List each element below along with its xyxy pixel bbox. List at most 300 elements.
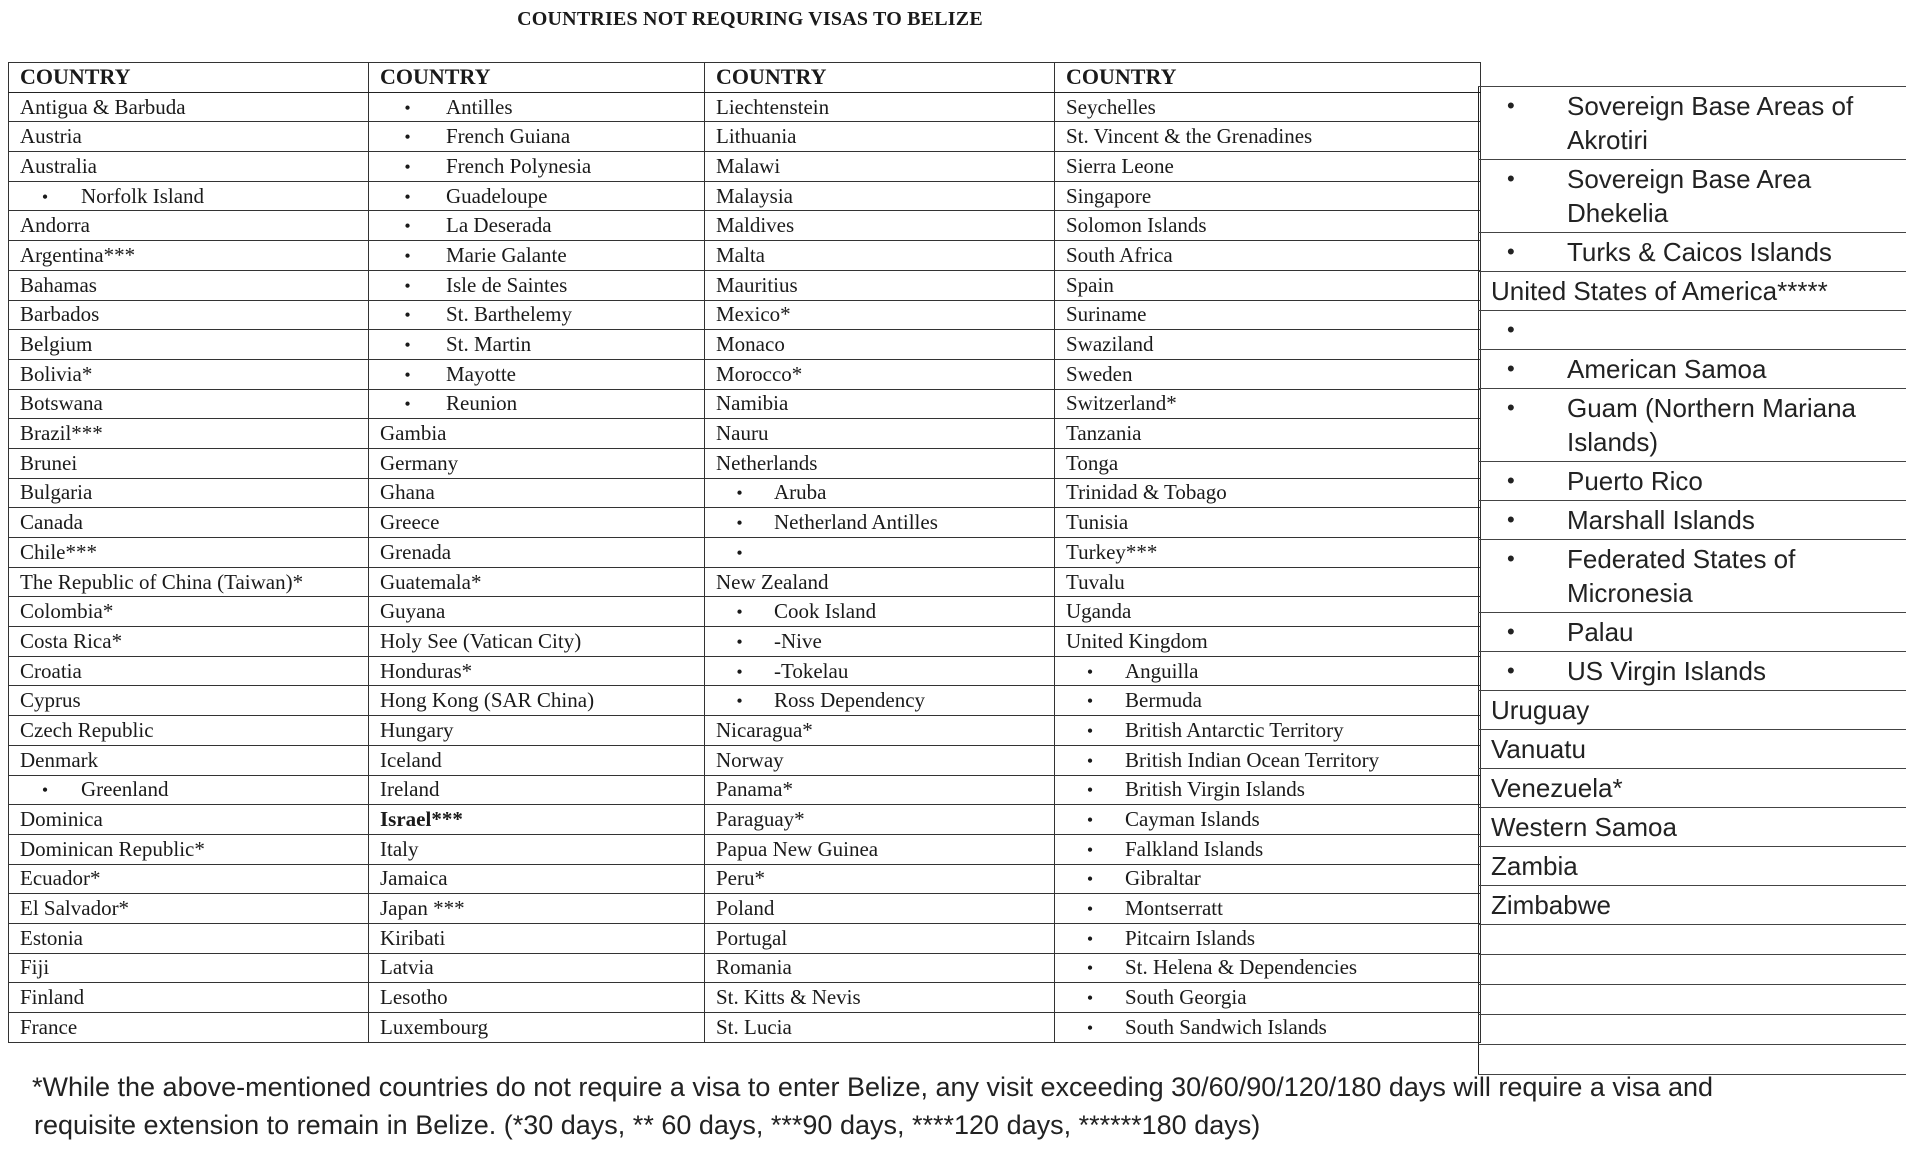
- country-cell: [1055, 983, 1481, 1013]
- country-cell: [369, 567, 705, 597]
- table-row: [9, 359, 1481, 389]
- country-cell: [9, 923, 369, 953]
- country-cell: [705, 478, 1055, 508]
- country-name: Denmark: [20, 747, 99, 772]
- country-cell: [705, 359, 1055, 389]
- country-name: South Georgia: [1125, 985, 1247, 1010]
- country-cell: [1055, 92, 1481, 122]
- country-cell: [1055, 745, 1481, 775]
- country-name: Uganda: [1066, 599, 1132, 624]
- country-name: Marshall Islands: [1567, 505, 1755, 535]
- country-name: Greece: [380, 510, 440, 535]
- country-cell: [369, 300, 705, 330]
- bullet-icon: •: [404, 186, 411, 207]
- country-cell: [705, 983, 1055, 1013]
- country-name: Ireland: [380, 777, 440, 802]
- country-cell: [9, 1013, 369, 1043]
- bullet-icon: •: [736, 661, 743, 682]
- country-cell: [1055, 894, 1481, 924]
- table-row: [9, 478, 1481, 508]
- bullet-icon: •: [1086, 869, 1094, 890]
- country-name: Vanuatu: [1491, 734, 1586, 764]
- table-row: [9, 419, 1481, 449]
- bullet-icon: •: [1507, 658, 1515, 683]
- country-cell: [1479, 501, 1907, 540]
- country-cell: [705, 241, 1055, 271]
- empty-row: [1479, 1015, 1907, 1045]
- table-row: [1479, 272, 1907, 311]
- country-cell: [369, 834, 705, 864]
- country-name: US Virgin Islands: [1567, 656, 1766, 686]
- country-name: Turkey***: [1066, 539, 1158, 564]
- country-name: British Indian Ocean Territory: [1125, 747, 1380, 772]
- country-name: Zimbabwe: [1491, 890, 1611, 920]
- table-row: [9, 805, 1481, 835]
- empty-row: [1479, 955, 1907, 985]
- country-cell: [9, 330, 369, 360]
- country-cell: [705, 538, 1055, 568]
- country-name: Marie Galante: [446, 242, 567, 267]
- country-cell: [369, 448, 705, 478]
- country-name: Italy: [380, 836, 419, 861]
- country-name: Papua New Guinea: [716, 836, 879, 861]
- country-name: Anguilla: [1125, 658, 1199, 683]
- country-name: Norfolk Island: [81, 183, 205, 208]
- country-name: New Zealand: [716, 569, 829, 594]
- bullet-icon: •: [41, 780, 49, 801]
- country-cell: [1055, 181, 1481, 211]
- country-name: Czech Republic: [20, 717, 154, 742]
- country-cell: [705, 834, 1055, 864]
- country-cell: [705, 152, 1055, 182]
- country-cell: [1055, 419, 1481, 449]
- country-name: Puerto Rico: [1567, 466, 1703, 496]
- country-cell: [369, 211, 705, 241]
- country-cell: [369, 686, 705, 716]
- table-row: [9, 983, 1481, 1013]
- country-name: Paraguay*: [716, 807, 805, 832]
- country-name: Mauritius: [716, 272, 798, 297]
- country-name: Japan ***: [380, 896, 465, 921]
- country-name: Switzerland*: [1066, 391, 1177, 416]
- table-row: [9, 775, 1481, 805]
- country-cell: [9, 567, 369, 597]
- table-row: [9, 567, 1481, 597]
- country-name: Netherland Antilles: [774, 510, 938, 535]
- table-row: [9, 627, 1481, 657]
- country-cell: [1479, 769, 1907, 808]
- country-cell: [705, 270, 1055, 300]
- empty-cell: [1479, 1015, 1907, 1045]
- empty-cell: [1479, 985, 1907, 1015]
- country-cell: [1055, 686, 1481, 716]
- country-name: United Kingdom: [1066, 628, 1208, 653]
- country-name: Poland: [716, 896, 775, 921]
- country-name: Tunisia: [1066, 510, 1129, 535]
- country-cell: [9, 448, 369, 478]
- bullet-icon: •: [404, 275, 411, 296]
- table-row: [1479, 691, 1907, 730]
- country-name: Sierra Leone: [1066, 153, 1174, 178]
- country-name: Maldives: [716, 213, 795, 238]
- country-name: Israel***: [380, 807, 463, 832]
- country-cell: [1055, 953, 1481, 983]
- country-name: Norway: [716, 747, 784, 772]
- country-name: St. Lucia: [716, 1014, 792, 1039]
- table-row: [9, 211, 1481, 241]
- country-name: Guam (Northern Mariana Islands): [1567, 393, 1856, 457]
- country-name: Belgium: [20, 332, 93, 357]
- country-cell: [1479, 389, 1907, 462]
- table-row: [1479, 886, 1907, 925]
- country-cell: [705, 894, 1055, 924]
- country-name: Gambia: [380, 421, 447, 446]
- country-cell: [1055, 359, 1481, 389]
- country-cell: [369, 805, 705, 835]
- bullet-icon: •: [736, 631, 743, 652]
- bullet-icon: •: [736, 691, 743, 712]
- country-name: Trinidad & Tobago: [1066, 480, 1227, 505]
- footnote: [34, 1068, 1884, 1144]
- table-row: [1479, 847, 1907, 886]
- country-name: Jamaica: [380, 866, 448, 891]
- table-row: [1479, 389, 1907, 462]
- bullet-icon: •: [1086, 928, 1094, 949]
- bullet-icon: •: [1507, 356, 1515, 381]
- country-cell: [9, 864, 369, 894]
- country-cell: [9, 894, 369, 924]
- country-name: Portugal: [716, 925, 788, 950]
- bullet-icon: •: [736, 542, 743, 563]
- country-cell: [705, 92, 1055, 122]
- country-cell: [369, 894, 705, 924]
- country-name: French Guiana: [446, 124, 571, 149]
- country-name: Greenland: [81, 777, 169, 802]
- country-cell: [1055, 627, 1481, 657]
- table-row: [1479, 769, 1907, 808]
- table-row: [1479, 160, 1907, 233]
- country-cell: [705, 686, 1055, 716]
- country-name: Bermuda: [1125, 688, 1202, 713]
- country-cell: [1055, 270, 1481, 300]
- country-name: Aruba: [774, 480, 827, 505]
- bullet-icon: •: [404, 216, 411, 237]
- country-cell: [1479, 233, 1907, 272]
- country-name: Isle de Saintes: [446, 272, 568, 297]
- table-row: [9, 181, 1481, 211]
- country-cell: [9, 834, 369, 864]
- country-cell: [9, 359, 369, 389]
- bullet-icon: •: [404, 394, 411, 415]
- country-name: Guyana: [380, 599, 446, 624]
- country-cell: [9, 389, 369, 419]
- country-cell: [1479, 613, 1907, 652]
- table-row: [9, 122, 1481, 152]
- country-name: Bulgaria: [20, 480, 93, 505]
- country-table: [8, 62, 1481, 1043]
- country-name: Palau: [1567, 617, 1634, 647]
- country-cell: [9, 686, 369, 716]
- country-name: Guadeloupe: [446, 183, 548, 208]
- country-name: Reunion: [446, 391, 518, 416]
- bullet-icon: •: [1086, 810, 1094, 831]
- country-cell: [705, 389, 1055, 419]
- country-cell: [369, 389, 705, 419]
- country-cell: [369, 330, 705, 360]
- table-row: [1479, 540, 1907, 613]
- table-row: [9, 894, 1481, 924]
- country-cell: [1055, 330, 1481, 360]
- country-name: Australia: [20, 153, 97, 178]
- bullet-icon: •: [404, 364, 411, 385]
- column-header: COUNTRY: [705, 63, 1055, 93]
- table-row: [9, 834, 1481, 864]
- country-name: Grenada: [380, 539, 452, 564]
- country-name: Swaziland: [1066, 332, 1154, 357]
- table-row: [9, 597, 1481, 627]
- country-name: St. Barthelemy: [446, 302, 572, 327]
- table-row: [9, 92, 1481, 122]
- country-name: Venezuela*: [1491, 773, 1623, 803]
- country-cell: [705, 864, 1055, 894]
- country-name: St. Helena & Dependencies: [1125, 955, 1358, 980]
- country-name: Ghana: [380, 480, 435, 505]
- country-cell: [1055, 1013, 1481, 1043]
- country-cell: [705, 745, 1055, 775]
- country-cell: [9, 270, 369, 300]
- column-header: COUNTRY: [369, 63, 705, 93]
- country-cell: [705, 953, 1055, 983]
- bullet-icon: •: [1086, 899, 1094, 920]
- bullet-icon: •: [736, 483, 743, 504]
- country-cell: [1479, 87, 1907, 160]
- country-name: Uruguay: [1491, 695, 1590, 725]
- bullet-icon: •: [404, 97, 411, 118]
- bullet-icon: •: [1086, 691, 1094, 712]
- country-name: Federated States of Micronesia: [1567, 544, 1796, 608]
- country-name: Honduras*: [380, 658, 473, 683]
- bullet-icon: •: [1086, 839, 1094, 860]
- country-cell: [705, 448, 1055, 478]
- country-cell: [705, 716, 1055, 746]
- country-cell: [705, 122, 1055, 152]
- country-name: Dominica: [20, 807, 103, 832]
- country-name: La Deserada: [446, 213, 552, 238]
- table-row: [1479, 311, 1907, 350]
- country-name: Netherlands: [716, 450, 818, 475]
- country-cell: [1055, 122, 1481, 152]
- country-name: Tanzania: [1066, 421, 1142, 446]
- country-name: Tonga: [1066, 450, 1119, 475]
- table-row: [9, 508, 1481, 538]
- table-row: [1479, 808, 1907, 847]
- country-cell: [1479, 311, 1907, 350]
- country-cell: [705, 330, 1055, 360]
- bullet-icon: •: [1086, 750, 1094, 771]
- country-cell: [1479, 730, 1907, 769]
- country-name: Panama*: [716, 777, 793, 802]
- country-name: Ross Dependency: [774, 688, 926, 713]
- country-name: Mexico*: [716, 302, 791, 327]
- country-name: Singapore: [1066, 183, 1152, 208]
- bullet-icon: •: [1507, 93, 1515, 118]
- country-name: Liechtenstein: [716, 94, 830, 119]
- bullet-icon: •: [404, 127, 411, 148]
- country-cell: [705, 805, 1055, 835]
- country-cell: [1055, 775, 1481, 805]
- country-name: St. Martin: [446, 332, 532, 357]
- country-name: Finland: [20, 985, 85, 1010]
- country-cell: [705, 775, 1055, 805]
- country-name: Monaco: [716, 332, 785, 357]
- country-cell: [1479, 462, 1907, 501]
- country-name: Croatia: [20, 658, 82, 683]
- country-cell: [705, 419, 1055, 449]
- country-name: Spain: [1066, 272, 1114, 297]
- country-cell: [1055, 538, 1481, 568]
- country-name: The Republic of China (Taiwan)*: [20, 569, 304, 594]
- country-cell: [9, 300, 369, 330]
- country-cell: [1479, 808, 1907, 847]
- country-name: Pitcairn Islands: [1125, 925, 1256, 950]
- country-name: Brazil***: [20, 421, 103, 446]
- bullet-icon: •: [1086, 720, 1094, 741]
- country-name: American Samoa: [1567, 354, 1767, 384]
- country-cell: [369, 538, 705, 568]
- country-cell: [1479, 272, 1907, 311]
- country-cell: [9, 597, 369, 627]
- bullet-icon: •: [736, 602, 743, 623]
- bullet-icon: •: [1507, 317, 1515, 342]
- country-cell: [9, 627, 369, 657]
- table-row: [9, 953, 1481, 983]
- country-cell: [9, 241, 369, 271]
- country-cell: [369, 122, 705, 152]
- country-name: French Polynesia: [446, 153, 592, 178]
- bullet-icon: •: [1507, 166, 1515, 191]
- table-row: [9, 300, 1481, 330]
- bullet-icon: •: [1507, 507, 1515, 532]
- table-row: [9, 389, 1481, 419]
- country-name: Falkland Islands: [1125, 836, 1264, 861]
- table-row: [1479, 730, 1907, 769]
- country-name: Holy See (Vatican City): [380, 628, 582, 653]
- country-cell: [1055, 923, 1481, 953]
- bullet-icon: •: [736, 513, 743, 534]
- country-cell: [705, 300, 1055, 330]
- country-name: Sovereign Base Areas of Akrotiri: [1567, 91, 1854, 155]
- country-name: -Tokelau: [774, 658, 849, 683]
- country-name: Lesotho: [380, 985, 448, 1010]
- table-row: [9, 745, 1481, 775]
- country-cell: [1479, 847, 1907, 886]
- table-header-row: [9, 63, 1481, 93]
- country-name: Canada: [20, 510, 83, 535]
- country-cell: [1055, 567, 1481, 597]
- country-name: Fiji: [20, 955, 50, 980]
- country-cell: [369, 359, 705, 389]
- empty-cell: [1479, 925, 1907, 955]
- country-cell: [1479, 886, 1907, 925]
- country-cell: [9, 211, 369, 241]
- country-cell: [705, 1013, 1055, 1043]
- country-cell: [705, 508, 1055, 538]
- country-cell: [1055, 508, 1481, 538]
- country-name: Bolivia*: [20, 361, 93, 386]
- country-name: France: [20, 1014, 78, 1039]
- country-name: Peru*: [716, 866, 765, 891]
- country-name: Romania: [716, 955, 792, 980]
- country-name: Mayotte: [446, 361, 516, 386]
- country-name: Hong Kong (SAR China): [380, 688, 595, 713]
- country-cell: [9, 478, 369, 508]
- country-cell: [705, 211, 1055, 241]
- country-name: United States of America*****: [1491, 276, 1828, 306]
- country-name: Zambia: [1491, 851, 1578, 881]
- country-cell: [369, 181, 705, 211]
- country-name: Hungary: [380, 717, 454, 742]
- footnote-line-2: requisite extension to remain in Belize. (*30 days, ** 60 days, ***90 days, ****120 days, ******180 days): [34, 1110, 1261, 1140]
- bullet-icon: •: [404, 335, 411, 356]
- country-name: Austria: [20, 124, 82, 149]
- country-name: Sovereign Base Area Dhekelia: [1567, 164, 1812, 228]
- country-cell: [369, 983, 705, 1013]
- bullet-icon: •: [1086, 780, 1094, 801]
- country-cell: [1055, 597, 1481, 627]
- country-cell: [369, 627, 705, 657]
- country-name: British Virgin Islands: [1125, 777, 1305, 802]
- country-cell: [369, 419, 705, 449]
- country-name: Western Samoa: [1491, 812, 1677, 842]
- country-name: Latvia: [380, 955, 434, 980]
- bullet-icon: •: [404, 305, 411, 326]
- country-name: St. Vincent & the Grenadines: [1066, 124, 1313, 149]
- bullet-icon: •: [1086, 1017, 1094, 1038]
- country-cell: [705, 656, 1055, 686]
- country-name: Bahamas: [20, 272, 97, 297]
- column-header: COUNTRY: [9, 63, 369, 93]
- table-row: [1479, 87, 1907, 160]
- table-row: [9, 448, 1481, 478]
- country-name: Ecuador*: [20, 866, 101, 891]
- country-cell: [1055, 152, 1481, 182]
- country-name: Nicaragua*: [716, 717, 813, 742]
- country-cell: [1055, 241, 1481, 271]
- table-row: [1479, 652, 1907, 691]
- country-name: Luxembourg: [380, 1014, 489, 1039]
- country-cell: [9, 953, 369, 983]
- country-name: Turks & Caicos Islands: [1567, 237, 1832, 267]
- country-cell: [9, 538, 369, 568]
- country-cell: [369, 92, 705, 122]
- country-cell: [1055, 864, 1481, 894]
- country-cell: [369, 597, 705, 627]
- country-cell: [9, 656, 369, 686]
- country-name: Botswana: [20, 391, 103, 416]
- country-name: Suriname: [1066, 302, 1147, 327]
- country-cell: [1055, 805, 1481, 835]
- country-name: Malawi: [716, 153, 781, 178]
- country-cell: [369, 270, 705, 300]
- country-cell: [705, 567, 1055, 597]
- country-name: Montserratt: [1125, 896, 1223, 921]
- table-row: [9, 270, 1481, 300]
- country-name: Estonia: [20, 925, 83, 950]
- country-cell: [369, 152, 705, 182]
- country-name: South Sandwich Islands: [1125, 1014, 1327, 1039]
- bullet-icon: •: [1507, 619, 1515, 644]
- bullet-icon: •: [1507, 395, 1515, 420]
